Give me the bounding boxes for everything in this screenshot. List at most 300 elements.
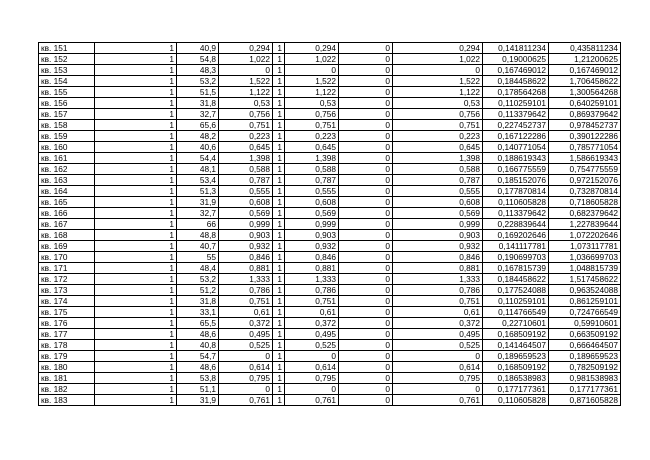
cell-value-f: 0,569 bbox=[285, 208, 339, 219]
cell-value-g: 0 bbox=[339, 186, 393, 197]
cell-value-i: 0,167122286 bbox=[483, 131, 549, 142]
cell-col-e: 1 bbox=[273, 87, 285, 98]
cell-value-g: 0 bbox=[339, 54, 393, 65]
cell-col-e: 1 bbox=[273, 197, 285, 208]
cell-col-e: 1 bbox=[273, 307, 285, 318]
cell-value-j: 0,682379642 bbox=[549, 208, 621, 219]
cell-area: 54,4 bbox=[177, 153, 219, 164]
cell-value-f: 0 bbox=[285, 384, 339, 395]
cell-value-h: 0,756 bbox=[393, 109, 483, 120]
cell-value-j: 0,871605828 bbox=[549, 395, 621, 406]
cell-value-d: 0,608 bbox=[219, 197, 273, 208]
cell-area: 40,9 bbox=[177, 43, 219, 54]
cell-value-h: 0,846 bbox=[393, 252, 483, 263]
cell-area: 31,8 bbox=[177, 98, 219, 109]
cell-value-g: 0 bbox=[339, 87, 393, 98]
cell-apartment: кв. 156 bbox=[39, 98, 95, 109]
table-row bbox=[39, 373, 621, 384]
table-row bbox=[39, 241, 621, 252]
cell-value-j: 0,785771054 bbox=[549, 142, 621, 153]
cell-value-f: 0,61 bbox=[285, 307, 339, 318]
cell-col-b: 1 bbox=[95, 384, 177, 395]
cell-value-d: 0 bbox=[219, 65, 273, 76]
cell-value-h: 0,751 bbox=[393, 296, 483, 307]
cell-value-f: 1,122 bbox=[285, 87, 339, 98]
cell-value-d: 1,522 bbox=[219, 76, 273, 87]
table-row bbox=[39, 296, 621, 307]
cell-value-j: 0,869379642 bbox=[549, 109, 621, 120]
cell-col-b: 1 bbox=[95, 43, 177, 54]
cell-col-e: 1 bbox=[273, 395, 285, 406]
cell-value-h: 0 bbox=[393, 384, 483, 395]
cell-value-j: 0,189659523 bbox=[549, 351, 621, 362]
cell-value-j: 1,517458622 bbox=[549, 274, 621, 285]
cell-apartment: кв. 169 bbox=[39, 241, 95, 252]
cell-apartment: кв. 183 bbox=[39, 395, 95, 406]
table-row bbox=[39, 230, 621, 241]
cell-value-d: 0,372 bbox=[219, 318, 273, 329]
cell-value-j: 1,072202646 bbox=[549, 230, 621, 241]
cell-col-e: 1 bbox=[273, 109, 285, 120]
cell-value-i: 0,228839644 bbox=[483, 219, 549, 230]
cell-col-b: 1 bbox=[95, 307, 177, 318]
cell-col-e: 1 bbox=[273, 241, 285, 252]
cell-area: 48,8 bbox=[177, 230, 219, 241]
cell-value-j: 0,981538983 bbox=[549, 373, 621, 384]
cell-value-j: 1,300564268 bbox=[549, 87, 621, 98]
cell-col-b: 1 bbox=[95, 54, 177, 65]
cell-value-h: 1,022 bbox=[393, 54, 483, 65]
cell-value-d: 1,398 bbox=[219, 153, 273, 164]
cell-apartment: кв. 177 bbox=[39, 329, 95, 340]
cell-apartment: кв. 154 bbox=[39, 76, 95, 87]
cell-apartment: кв. 151 bbox=[39, 43, 95, 54]
cell-value-i: 0,167469012 bbox=[483, 65, 549, 76]
cell-area: 53,2 bbox=[177, 76, 219, 87]
table-row bbox=[39, 76, 621, 87]
cell-value-h: 0,903 bbox=[393, 230, 483, 241]
cell-value-h: 0,999 bbox=[393, 219, 483, 230]
cell-value-j: 1,048815739 bbox=[549, 263, 621, 274]
cell-value-f: 0,999 bbox=[285, 219, 339, 230]
cell-value-f: 0 bbox=[285, 65, 339, 76]
cell-value-h: 0,881 bbox=[393, 263, 483, 274]
cell-value-d: 0,614 bbox=[219, 362, 273, 373]
table-row bbox=[39, 307, 621, 318]
cell-col-b: 1 bbox=[95, 76, 177, 87]
cell-value-j: 1,227839644 bbox=[549, 219, 621, 230]
cell-col-b: 1 bbox=[95, 186, 177, 197]
cell-value-d: 0,903 bbox=[219, 230, 273, 241]
cell-col-b: 1 bbox=[95, 219, 177, 230]
cell-area: 53,2 bbox=[177, 274, 219, 285]
cell-value-i: 0,189659523 bbox=[483, 351, 549, 362]
cell-value-j: 1,036699703 bbox=[549, 252, 621, 263]
table-row bbox=[39, 329, 621, 340]
cell-value-j: 1,706458622 bbox=[549, 76, 621, 87]
cell-value-g: 0 bbox=[339, 296, 393, 307]
cell-value-h: 0,525 bbox=[393, 340, 483, 351]
cell-value-g: 0 bbox=[339, 362, 393, 373]
cell-apartment: кв. 180 bbox=[39, 362, 95, 373]
cell-value-g: 0 bbox=[339, 76, 393, 87]
cell-value-g: 0 bbox=[339, 43, 393, 54]
cell-apartment: кв. 163 bbox=[39, 175, 95, 186]
cell-value-j: 0,435811234 bbox=[549, 43, 621, 54]
cell-value-i: 0,110605828 bbox=[483, 197, 549, 208]
cell-value-g: 0 bbox=[339, 175, 393, 186]
cell-area: 31,9 bbox=[177, 197, 219, 208]
table-row bbox=[39, 384, 621, 395]
table-row bbox=[39, 109, 621, 120]
cell-apartment: кв. 170 bbox=[39, 252, 95, 263]
cell-value-g: 0 bbox=[339, 208, 393, 219]
cell-value-d: 0,761 bbox=[219, 395, 273, 406]
cell-col-e: 1 bbox=[273, 351, 285, 362]
cell-area: 65,5 bbox=[177, 318, 219, 329]
cell-col-b: 1 bbox=[95, 351, 177, 362]
cell-col-b: 1 bbox=[95, 164, 177, 175]
cell-col-b: 1 bbox=[95, 285, 177, 296]
cell-apartment: кв. 174 bbox=[39, 296, 95, 307]
cell-col-e: 1 bbox=[273, 296, 285, 307]
cell-apartment: кв. 158 bbox=[39, 120, 95, 131]
cell-value-i: 0,168509192 bbox=[483, 329, 549, 340]
cell-col-e: 1 bbox=[273, 230, 285, 241]
cell-value-h: 0,608 bbox=[393, 197, 483, 208]
cell-value-d: 0,495 bbox=[219, 329, 273, 340]
cell-col-e: 1 bbox=[273, 43, 285, 54]
cell-value-d: 1,122 bbox=[219, 87, 273, 98]
cell-value-d: 0 bbox=[219, 351, 273, 362]
table-row bbox=[39, 54, 621, 65]
cell-value-h: 0,555 bbox=[393, 186, 483, 197]
cell-apartment: кв. 157 bbox=[39, 109, 95, 120]
cell-area: 33,1 bbox=[177, 307, 219, 318]
cell-apartment: кв. 162 bbox=[39, 164, 95, 175]
cell-value-f: 0,761 bbox=[285, 395, 339, 406]
cell-value-j: 0,640259101 bbox=[549, 98, 621, 109]
cell-value-h: 0 bbox=[393, 65, 483, 76]
cell-col-e: 1 bbox=[273, 131, 285, 142]
cell-apartment: кв. 164 bbox=[39, 186, 95, 197]
cell-value-h: 1,398 bbox=[393, 153, 483, 164]
cell-value-f: 0,751 bbox=[285, 296, 339, 307]
cell-value-g: 0 bbox=[339, 329, 393, 340]
cell-col-e: 1 bbox=[273, 274, 285, 285]
table-row bbox=[39, 362, 621, 373]
cell-apartment: кв. 173 bbox=[39, 285, 95, 296]
table-row bbox=[39, 395, 621, 406]
cell-area: 51,1 bbox=[177, 384, 219, 395]
cell-value-h: 0,61 bbox=[393, 307, 483, 318]
cell-col-b: 1 bbox=[95, 318, 177, 329]
cell-col-b: 1 bbox=[95, 98, 177, 109]
cell-value-g: 0 bbox=[339, 120, 393, 131]
cell-col-b: 1 bbox=[95, 120, 177, 131]
cell-value-d: 0,53 bbox=[219, 98, 273, 109]
cell-value-g: 0 bbox=[339, 98, 393, 109]
cell-area: 65,6 bbox=[177, 120, 219, 131]
table-row bbox=[39, 340, 621, 351]
cell-apartment: кв. 165 bbox=[39, 197, 95, 208]
cell-value-f: 0,223 bbox=[285, 131, 339, 142]
cell-value-i: 0,166775559 bbox=[483, 164, 549, 175]
cell-value-g: 0 bbox=[339, 131, 393, 142]
cell-value-h: 0,795 bbox=[393, 373, 483, 384]
cell-value-j: 1,073117781 bbox=[549, 241, 621, 252]
cell-area: 48,1 bbox=[177, 164, 219, 175]
cell-area: 40,7 bbox=[177, 241, 219, 252]
cell-value-g: 0 bbox=[339, 307, 393, 318]
cell-area: 51,2 bbox=[177, 285, 219, 296]
cell-apartment: кв. 153 bbox=[39, 65, 95, 76]
cell-value-j: 0,732870814 bbox=[549, 186, 621, 197]
table-row bbox=[39, 186, 621, 197]
cell-value-h: 0 bbox=[393, 351, 483, 362]
cell-value-f: 0,294 bbox=[285, 43, 339, 54]
cell-value-i: 0,186538983 bbox=[483, 373, 549, 384]
cell-apartment: кв. 167 bbox=[39, 219, 95, 230]
cell-value-g: 0 bbox=[339, 285, 393, 296]
cell-col-e: 1 bbox=[273, 252, 285, 263]
cell-apartment: кв. 161 bbox=[39, 153, 95, 164]
cell-value-f: 0,932 bbox=[285, 241, 339, 252]
table-row bbox=[39, 263, 621, 274]
table-row bbox=[39, 219, 621, 230]
cell-value-d: 0,525 bbox=[219, 340, 273, 351]
table-row bbox=[39, 208, 621, 219]
cell-value-i: 0,177177361 bbox=[483, 384, 549, 395]
cell-col-e: 1 bbox=[273, 153, 285, 164]
cell-apartment: кв. 178 bbox=[39, 340, 95, 351]
cell-value-g: 0 bbox=[339, 340, 393, 351]
cell-value-f: 0,786 bbox=[285, 285, 339, 296]
cell-value-h: 0,787 bbox=[393, 175, 483, 186]
cell-value-f: 0,555 bbox=[285, 186, 339, 197]
cell-value-j: 0,972152076 bbox=[549, 175, 621, 186]
cell-value-g: 0 bbox=[339, 318, 393, 329]
cell-value-i: 0,141811234 bbox=[483, 43, 549, 54]
cell-value-g: 0 bbox=[339, 241, 393, 252]
cell-value-g: 0 bbox=[339, 219, 393, 230]
cell-value-h: 1,122 bbox=[393, 87, 483, 98]
cell-col-e: 1 bbox=[273, 120, 285, 131]
cell-value-j: 0,718605828 bbox=[549, 197, 621, 208]
cell-value-f: 0,645 bbox=[285, 142, 339, 153]
cell-col-b: 1 bbox=[95, 197, 177, 208]
cell-col-b: 1 bbox=[95, 329, 177, 340]
cell-apartment: кв. 166 bbox=[39, 208, 95, 219]
cell-value-i: 0,141464507 bbox=[483, 340, 549, 351]
cell-col-b: 1 bbox=[95, 373, 177, 384]
cell-col-e: 1 bbox=[273, 98, 285, 109]
cell-area: 54,7 bbox=[177, 351, 219, 362]
cell-value-d: 0,555 bbox=[219, 186, 273, 197]
cell-value-h: 0,223 bbox=[393, 131, 483, 142]
cell-value-d: 1,333 bbox=[219, 274, 273, 285]
cell-value-g: 0 bbox=[339, 164, 393, 175]
cell-area: 66 bbox=[177, 219, 219, 230]
cell-value-d: 0,751 bbox=[219, 296, 273, 307]
cell-value-d: 0,223 bbox=[219, 131, 273, 142]
cell-value-h: 0,294 bbox=[393, 43, 483, 54]
cell-value-g: 0 bbox=[339, 263, 393, 274]
cell-value-f: 0,495 bbox=[285, 329, 339, 340]
cell-value-j: 0,167469012 bbox=[549, 65, 621, 76]
cell-col-e: 1 bbox=[273, 340, 285, 351]
cell-col-b: 1 bbox=[95, 340, 177, 351]
cell-value-i: 0,114766549 bbox=[483, 307, 549, 318]
table-row bbox=[39, 142, 621, 153]
cell-area: 51,3 bbox=[177, 186, 219, 197]
cell-apartment: кв. 182 bbox=[39, 384, 95, 395]
cell-value-f: 0,588 bbox=[285, 164, 339, 175]
table-row bbox=[39, 351, 621, 362]
cell-value-d: 0,756 bbox=[219, 109, 273, 120]
cell-value-i: 0,169202646 bbox=[483, 230, 549, 241]
cell-value-g: 0 bbox=[339, 153, 393, 164]
cell-value-i: 0,110259101 bbox=[483, 296, 549, 307]
cell-col-b: 1 bbox=[95, 208, 177, 219]
cell-col-b: 1 bbox=[95, 241, 177, 252]
cell-value-h: 1,522 bbox=[393, 76, 483, 87]
table-row bbox=[39, 252, 621, 263]
cell-value-j: 0,978452737 bbox=[549, 120, 621, 131]
cell-value-h: 0,751 bbox=[393, 120, 483, 131]
cell-area: 55 bbox=[177, 252, 219, 263]
cell-value-f: 0,608 bbox=[285, 197, 339, 208]
cell-value-j: 0,754775559 bbox=[549, 164, 621, 175]
cell-col-b: 1 bbox=[95, 87, 177, 98]
cell-area: 48,3 bbox=[177, 65, 219, 76]
cell-value-d: 0,787 bbox=[219, 175, 273, 186]
cell-value-i: 0,110605828 bbox=[483, 395, 549, 406]
cell-value-h: 0,645 bbox=[393, 142, 483, 153]
cell-area: 48,6 bbox=[177, 362, 219, 373]
cell-value-h: 0,53 bbox=[393, 98, 483, 109]
table-row bbox=[39, 153, 621, 164]
cell-value-g: 0 bbox=[339, 373, 393, 384]
cell-value-f: 0,756 bbox=[285, 109, 339, 120]
cell-value-g: 0 bbox=[339, 384, 393, 395]
cell-area: 32,7 bbox=[177, 208, 219, 219]
cell-col-e: 1 bbox=[273, 142, 285, 153]
cell-value-f: 0,751 bbox=[285, 120, 339, 131]
cell-value-j: 0,724766549 bbox=[549, 307, 621, 318]
cell-col-e: 1 bbox=[273, 384, 285, 395]
cell-value-j: 1,21200625 bbox=[549, 54, 621, 65]
cell-apartment: кв. 176 bbox=[39, 318, 95, 329]
cell-value-g: 0 bbox=[339, 252, 393, 263]
cell-area: 53,8 bbox=[177, 373, 219, 384]
cell-value-i: 0,177870814 bbox=[483, 186, 549, 197]
cell-value-d: 0,569 bbox=[219, 208, 273, 219]
cell-value-g: 0 bbox=[339, 109, 393, 120]
cell-area: 48,4 bbox=[177, 263, 219, 274]
cell-value-i: 0,188619343 bbox=[483, 153, 549, 164]
cell-value-g: 0 bbox=[339, 197, 393, 208]
cell-col-e: 1 bbox=[273, 318, 285, 329]
cell-value-d: 0,751 bbox=[219, 120, 273, 131]
cell-value-d: 0,881 bbox=[219, 263, 273, 274]
cell-col-b: 1 bbox=[95, 362, 177, 373]
cell-value-i: 0,190699703 bbox=[483, 252, 549, 263]
cell-value-g: 0 bbox=[339, 230, 393, 241]
cell-value-j: 0,663509192 bbox=[549, 329, 621, 340]
cell-value-i: 0,184458622 bbox=[483, 76, 549, 87]
cell-value-g: 0 bbox=[339, 395, 393, 406]
cell-value-d: 0,645 bbox=[219, 142, 273, 153]
cell-apartment: кв. 160 bbox=[39, 142, 95, 153]
cell-area: 51,5 bbox=[177, 87, 219, 98]
cell-col-b: 1 bbox=[95, 296, 177, 307]
cell-value-h: 0,588 bbox=[393, 164, 483, 175]
cell-value-f: 0,795 bbox=[285, 373, 339, 384]
cell-apartment: кв. 155 bbox=[39, 87, 95, 98]
cell-col-e: 1 bbox=[273, 329, 285, 340]
cell-value-i: 0,19000625 bbox=[483, 54, 549, 65]
cell-col-b: 1 bbox=[95, 131, 177, 142]
table-row bbox=[39, 318, 621, 329]
cell-col-e: 1 bbox=[273, 54, 285, 65]
cell-col-b: 1 bbox=[95, 252, 177, 263]
cell-value-j: 0,963524088 bbox=[549, 285, 621, 296]
cell-value-d: 0,932 bbox=[219, 241, 273, 252]
cell-area: 31,8 bbox=[177, 296, 219, 307]
cell-value-i: 0,178564268 bbox=[483, 87, 549, 98]
cell-value-g: 0 bbox=[339, 274, 393, 285]
cell-col-e: 1 bbox=[273, 263, 285, 274]
cell-col-b: 1 bbox=[95, 65, 177, 76]
cell-value-j: 0,59910601 bbox=[549, 318, 621, 329]
cell-value-h: 0,495 bbox=[393, 329, 483, 340]
cell-value-h: 0,786 bbox=[393, 285, 483, 296]
table-row bbox=[39, 164, 621, 175]
table-row bbox=[39, 131, 621, 142]
table-row bbox=[39, 285, 621, 296]
cell-value-h: 0,932 bbox=[393, 241, 483, 252]
cell-value-i: 0,113379642 bbox=[483, 109, 549, 120]
cell-value-d: 0,588 bbox=[219, 164, 273, 175]
cell-apartment: кв. 172 bbox=[39, 274, 95, 285]
cell-value-f: 0,614 bbox=[285, 362, 339, 373]
cell-value-j: 0,177177361 bbox=[549, 384, 621, 395]
cell-area: 54,8 bbox=[177, 54, 219, 65]
cell-value-h: 1,333 bbox=[393, 274, 483, 285]
cell-col-e: 1 bbox=[273, 285, 285, 296]
cell-area: 53,4 bbox=[177, 175, 219, 186]
table-row bbox=[39, 175, 621, 186]
cell-col-e: 1 bbox=[273, 175, 285, 186]
table-row bbox=[39, 120, 621, 131]
cell-value-i: 0,141117781 bbox=[483, 241, 549, 252]
cell-value-h: 0,372 bbox=[393, 318, 483, 329]
cell-value-i: 0,113379642 bbox=[483, 208, 549, 219]
cell-apartment: кв. 181 bbox=[39, 373, 95, 384]
cell-col-e: 1 bbox=[273, 76, 285, 87]
cell-value-d: 1,022 bbox=[219, 54, 273, 65]
cell-apartment: кв. 152 bbox=[39, 54, 95, 65]
cell-col-e: 1 bbox=[273, 373, 285, 384]
cell-col-e: 1 bbox=[273, 362, 285, 373]
cell-value-j: 1,586619343 bbox=[549, 153, 621, 164]
cell-area: 48,2 bbox=[177, 131, 219, 142]
cell-col-e: 1 bbox=[273, 186, 285, 197]
cell-value-f: 0,372 bbox=[285, 318, 339, 329]
cell-value-j: 0,390122286 bbox=[549, 131, 621, 142]
cell-value-f: 1,398 bbox=[285, 153, 339, 164]
